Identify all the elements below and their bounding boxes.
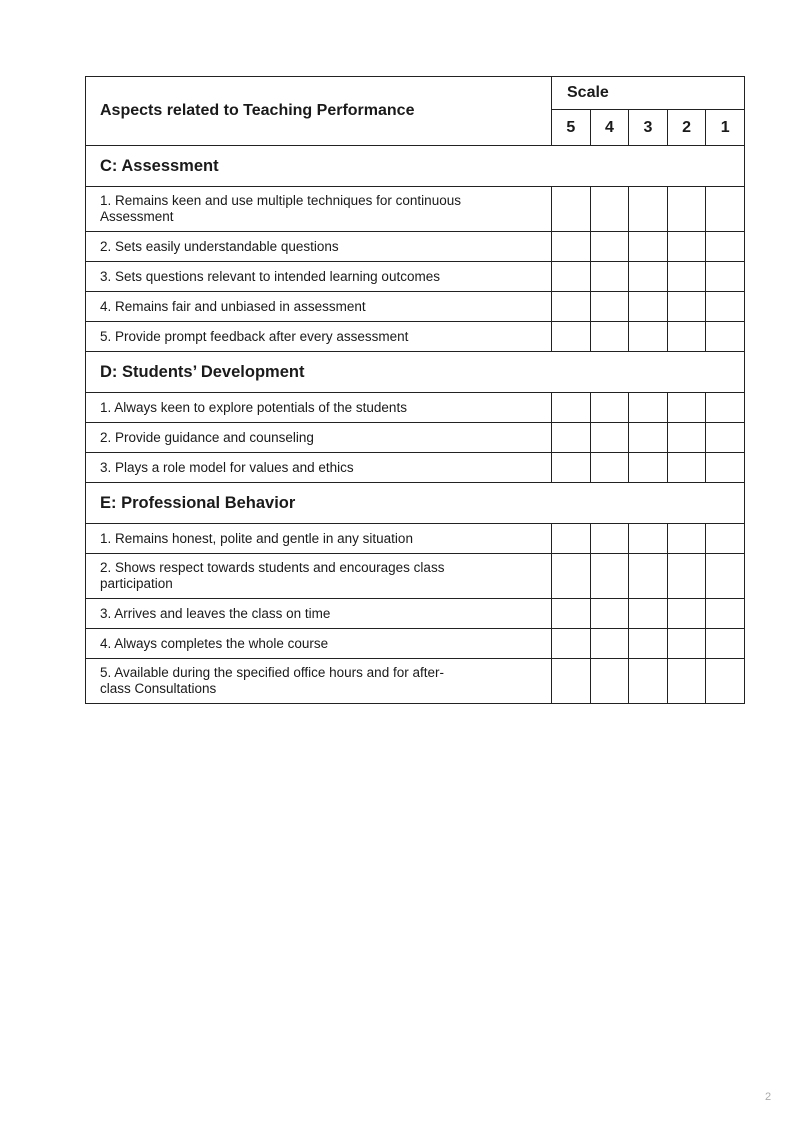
rating-cell-3[interactable] [629, 232, 668, 262]
rating-cell-2[interactable] [667, 599, 706, 629]
rating-cell-3[interactable] [629, 187, 668, 232]
section-title: C: Assessment [86, 146, 745, 187]
rating-cell-4[interactable] [590, 554, 629, 599]
rating-cell-2[interactable] [667, 629, 706, 659]
rating-cell-4[interactable] [590, 322, 629, 352]
table-row [86, 453, 745, 483]
item-text: 1. Always keen to explore potentials of the students [86, 393, 552, 423]
table-row [86, 187, 745, 232]
rating-cell-4[interactable] [590, 599, 629, 629]
rating-cell-3[interactable] [629, 629, 668, 659]
rating-cell-1[interactable] [706, 524, 745, 554]
rating-cell-2[interactable] [667, 659, 706, 704]
rating-cell-2[interactable] [667, 423, 706, 453]
rating-cell-3[interactable] [629, 292, 668, 322]
item-text: 3. Arrives and leaves the class on time [86, 599, 552, 629]
rating-cell-4[interactable] [590, 262, 629, 292]
rating-cell-4[interactable] [590, 659, 629, 704]
rating-cell-5[interactable] [552, 292, 591, 322]
rating-cell-5[interactable] [552, 393, 591, 423]
rating-cell-1[interactable] [706, 423, 745, 453]
rating-cell-2[interactable] [667, 322, 706, 352]
table-row [86, 232, 745, 262]
rating-cell-4[interactable] [590, 292, 629, 322]
item-text: 3. Plays a role model for values and ethics [86, 453, 552, 483]
rating-cell-1[interactable] [706, 322, 745, 352]
table-row [86, 599, 745, 629]
rating-cell-5[interactable] [552, 322, 591, 352]
item-text: 1. Remains keen and use multiple techniques for continuous Assessment [86, 187, 552, 232]
item-text: 4. Always completes the whole course [86, 629, 552, 659]
rating-cell-1[interactable] [706, 453, 745, 483]
rating-cell-4[interactable] [590, 524, 629, 554]
rating-cell-3[interactable] [629, 262, 668, 292]
rating-cell-5[interactable] [552, 232, 591, 262]
table-row [86, 659, 745, 704]
rating-cell-2[interactable] [667, 187, 706, 232]
table-row [86, 393, 745, 423]
rating-cell-2[interactable] [667, 524, 706, 554]
rating-cell-5[interactable] [552, 554, 591, 599]
item-text: 1. Remains honest, polite and gentle in any situation [86, 524, 552, 554]
rating-cell-2[interactable] [667, 554, 706, 599]
rating-cell-4[interactable] [590, 187, 629, 232]
rating-cell-5[interactable] [552, 599, 591, 629]
item-text: 2. Sets easily understandable questions [86, 232, 552, 262]
scale-value: 1 [706, 110, 745, 146]
rating-cell-2[interactable] [667, 292, 706, 322]
aspects-header: Aspects related to Teaching Performance [86, 77, 552, 146]
rating-cell-3[interactable] [629, 659, 668, 704]
section-row [86, 146, 745, 187]
rating-cell-1[interactable] [706, 187, 745, 232]
rating-cell-2[interactable] [667, 232, 706, 262]
table-row [86, 262, 745, 292]
rating-cell-1[interactable] [706, 393, 745, 423]
section-row [86, 483, 745, 524]
rating-cell-2[interactable] [667, 393, 706, 423]
rating-cell-4[interactable] [590, 423, 629, 453]
rating-cell-5[interactable] [552, 262, 591, 292]
scale-value: 3 [629, 110, 668, 146]
rating-cell-1[interactable] [706, 599, 745, 629]
rating-cell-1[interactable] [706, 232, 745, 262]
table-row [86, 292, 745, 322]
rating-cell-3[interactable] [629, 524, 668, 554]
table-row [86, 629, 745, 659]
item-text: 2. Shows respect towards students and encourages class participation [86, 554, 552, 599]
scale-header: Scale [552, 77, 745, 110]
rating-cell-5[interactable] [552, 659, 591, 704]
rating-cell-5[interactable] [552, 453, 591, 483]
rating-cell-3[interactable] [629, 322, 668, 352]
item-text: 5. Provide prompt feedback after every assessment [86, 322, 552, 352]
rating-cell-3[interactable] [629, 554, 668, 599]
rating-cell-1[interactable] [706, 554, 745, 599]
table-row [86, 554, 745, 599]
teaching-performance-table [85, 76, 745, 704]
scale-value: 2 [667, 110, 706, 146]
scale-value: 5 [552, 110, 591, 146]
page-number: 2 [765, 1091, 772, 1103]
item-text: 3. Sets questions relevant to intended learning outcomes [86, 262, 552, 292]
rating-cell-3[interactable] [629, 423, 668, 453]
rating-cell-4[interactable] [590, 629, 629, 659]
rating-cell-5[interactable] [552, 423, 591, 453]
item-text: 5. Available during the specified office hours and for after- class Consultations [86, 659, 552, 704]
rating-cell-4[interactable] [590, 453, 629, 483]
rating-cell-4[interactable] [590, 232, 629, 262]
table-row [86, 322, 745, 352]
section-title: D: Students’ Development [86, 352, 745, 393]
item-text: 4. Remains fair and unbiased in assessment [86, 292, 552, 322]
rating-cell-2[interactable] [667, 262, 706, 292]
rating-cell-1[interactable] [706, 262, 745, 292]
scale-value: 4 [590, 110, 629, 146]
rating-cell-1[interactable] [706, 292, 745, 322]
rating-cell-3[interactable] [629, 599, 668, 629]
section-row [86, 352, 745, 393]
rating-cell-1[interactable] [706, 629, 745, 659]
rating-cell-1[interactable] [706, 659, 745, 704]
rating-cell-4[interactable] [590, 393, 629, 423]
item-text: 2. Provide guidance and counseling [86, 423, 552, 453]
rating-cell-5[interactable] [552, 524, 591, 554]
table-row [86, 423, 745, 453]
rating-cell-5[interactable] [552, 629, 591, 659]
rating-cell-3[interactable] [629, 393, 668, 423]
rating-cell-2[interactable] [667, 453, 706, 483]
table-row [86, 524, 745, 554]
rating-cell-3[interactable] [629, 453, 668, 483]
section-title: E: Professional Behavior [86, 483, 745, 524]
rating-cell-5[interactable] [552, 187, 591, 232]
